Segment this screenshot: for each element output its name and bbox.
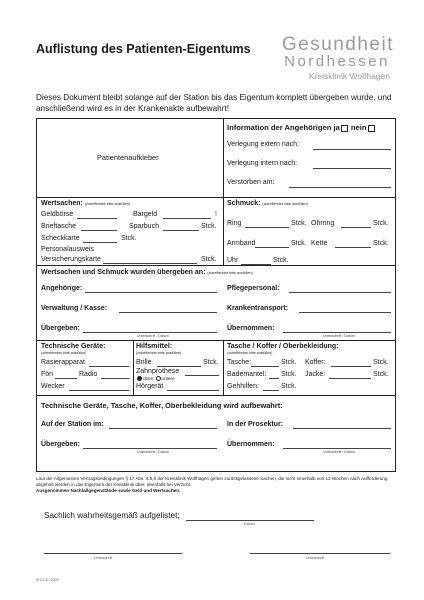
bag-title: Tasche / Koffer / Oberbekleidung: <box>227 343 339 350</box>
insurance-card-field[interactable] <box>103 263 197 264</box>
logo-line-2: Nordhessen <box>284 53 390 70</box>
watch-unit: Stck. <box>273 257 289 264</box>
hairdryer-label: Fön <box>41 371 54 378</box>
jacket-field[interactable] <box>329 378 371 379</box>
footer-legal <box>36 476 392 494</box>
alarm-clock-field[interactable] <box>69 390 129 391</box>
deceased-label: Verstorben am: <box>227 179 275 186</box>
signature-caption: Unterschrift / Datum <box>137 450 169 454</box>
no-checkbox[interactable] <box>368 125 375 132</box>
transfer-internal-field[interactable] <box>313 168 391 169</box>
walking-aids-unit: Stck. <box>281 383 297 390</box>
jacket-unit: Stck. <box>373 371 389 378</box>
bracelet-field[interactable] <box>255 247 289 248</box>
handover2-title: Technische Geräte, Tasche, Koffer, Oberbekleidung wird aufbewahrt: <box>41 401 283 410</box>
patient-transport-label: Krankentransport: <box>227 305 289 312</box>
insurance-card-unit: Stck. <box>201 256 217 263</box>
nursing-staff-label: Pflegepersonal: <box>227 285 280 292</box>
dentures-options: oben untere <box>136 376 175 381</box>
property-form <box>36 118 396 472</box>
lower-radio[interactable] <box>156 376 161 381</box>
aids-hint: (zutreffendes bitte ausfüllen) <box>136 351 182 355</box>
bathrobe-label: Bademantel: <box>227 371 267 378</box>
signature-caption: Unterschrift / Datum <box>323 334 355 338</box>
earring-unit: Stck. <box>373 220 389 227</box>
received-label: Übernommen: <box>227 325 275 332</box>
station-label: Auf der Station im: <box>41 421 104 428</box>
signature-caption: Unterschrift / Datum <box>137 334 169 338</box>
razor-label: Rasierapparat <box>41 359 85 366</box>
transfer-external-field[interactable] <box>313 149 391 150</box>
razor-field[interactable] <box>89 366 129 367</box>
logo-line-1: Gesundheit <box>281 34 394 55</box>
earring-field[interactable] <box>341 227 371 228</box>
valuables-label: Wertsachen: <box>41 200 83 207</box>
administration-label: Verwaltung / Kasse: <box>41 305 108 312</box>
form-code: Kt7/2-6 / 1009 <box>36 578 59 582</box>
chequecard-label: Scheckkarte <box>41 235 80 242</box>
devices-hint: (zutreffendes bitte ausfüllen) <box>41 351 87 355</box>
savings-label: Sparbuch <box>129 223 159 230</box>
aids-title: Hilfsmittel: <box>136 343 173 350</box>
handed-over-signature[interactable] <box>83 332 217 333</box>
received2-label: Übernommen: <box>227 441 275 448</box>
earring-label: Ohrring <box>311 220 335 227</box>
bracelet-unit: Stck. <box>291 240 307 247</box>
signature-caption-left: Unterschrift <box>94 556 113 560</box>
yes-checkbox[interactable] <box>341 125 348 132</box>
dentures-label: Zahnprothese <box>136 368 180 375</box>
ring-field[interactable] <box>245 227 289 228</box>
bathrobe-unit: Stck. <box>281 371 297 378</box>
chequecard-unit: Stck. <box>121 235 137 242</box>
valuables-hint: (zutreffendes bitte ausfüllen) <box>84 202 131 206</box>
bathrobe-field[interactable] <box>269 378 279 379</box>
prosectorium-field[interactable] <box>293 428 391 429</box>
radio-label: Radio <box>79 371 98 378</box>
devices-title: Technische Geräte: <box>41 343 106 350</box>
relatives-recipient-field[interactable] <box>85 292 217 293</box>
cash-excl: ! <box>215 211 217 218</box>
administration-field[interactable] <box>119 312 217 313</box>
page-title: Auflistung des Patienten-Eigentums <box>36 42 251 56</box>
suitcase-unit: Stck. <box>373 359 389 366</box>
chequecard-field[interactable] <box>83 242 117 243</box>
briefcase-label: Brieftasche <box>41 223 77 230</box>
divider <box>133 340 134 395</box>
hearing-aid-field[interactable] <box>167 390 219 391</box>
footer-legal-bold: Ausgenommen Nachlaßgegenstände sowie Geld und Wertsachen. <box>36 488 181 493</box>
divider <box>37 265 395 266</box>
id-card-label: Personalausweis <box>41 246 94 253</box>
patient-transport-field[interactable] <box>299 312 391 313</box>
prosectorium-label: In der Prosektur: <box>227 421 284 428</box>
signature-caption-right: Unterschrift <box>306 556 325 560</box>
jacket-label: Jacke: <box>305 371 326 378</box>
station-field[interactable] <box>109 428 217 429</box>
briefcase-field[interactable] <box>81 230 117 231</box>
sticker-label: Patientenaufkleber <box>97 153 159 162</box>
handover1-title <box>41 269 253 276</box>
transfer-internal-label: Verlegung intern nach: <box>227 160 298 167</box>
glasses-field[interactable] <box>157 366 201 367</box>
divider <box>223 119 224 265</box>
divider <box>37 197 395 198</box>
handover1-label: Wertsachen und Schmuck wurden übergeben an: <box>41 269 206 276</box>
jewelry-hint: (zutreffendes bitte ausfüllen) <box>262 202 308 206</box>
handed-over2-label: Übergeben: <box>41 441 80 448</box>
received-signature[interactable] <box>283 332 391 333</box>
handed-over2-signature[interactable] <box>83 448 217 449</box>
jewelry-label: Schmuck: <box>227 200 261 207</box>
watch-field[interactable] <box>241 264 271 265</box>
necklace-label: Kette <box>311 240 328 247</box>
intro-text: Dieses Dokument bleibt solange auf der Station bis das Eigentum komplett übergeben wurde, und anschließend wird es in der Krankenakte aufbewahrt! <box>36 93 392 113</box>
wallet-field[interactable] <box>77 218 117 219</box>
ring-unit: Stck. <box>291 220 307 227</box>
transfer-external-label: Verlegung extern nach: <box>227 141 299 148</box>
insurance-card-label: Versicherungskarte <box>41 256 101 263</box>
bag-hint: (zutreffendes bitte ausfüllen) <box>227 351 273 355</box>
divider <box>223 340 224 395</box>
relatives-recipient-label: Angehörige: <box>41 285 83 292</box>
savings-unit: Stck. <box>201 223 217 230</box>
valuables-title <box>41 200 130 207</box>
bag-field[interactable] <box>251 366 279 367</box>
glasses-label: Brille <box>136 359 152 366</box>
wallet-label: Geldbörse <box>41 211 74 218</box>
dentures-field[interactable] <box>185 375 219 376</box>
deceased-field[interactable] <box>289 187 391 188</box>
bracelet-label: Armband <box>227 240 256 247</box>
divider <box>37 395 395 396</box>
divider <box>37 340 395 341</box>
cash-label: Bargeld <box>133 211 158 218</box>
suitcase-label: Koffer: <box>305 359 326 366</box>
hairdryer-field[interactable] <box>55 378 77 379</box>
bag-unit: Stck. <box>281 359 297 366</box>
upper-radio[interactable] <box>137 376 142 381</box>
walking-aids-field[interactable] <box>263 390 279 391</box>
date-line[interactable] <box>186 520 314 521</box>
handed-over-label: Übergeben: <box>41 325 80 332</box>
suitcase-field[interactable] <box>331 366 371 367</box>
walking-aids-label: Gehhilfen: <box>227 383 259 390</box>
signature-caption: Unterschrift / Datum <box>323 450 355 454</box>
cash-field[interactable] <box>163 218 211 219</box>
alarm-clock-label: Wecker <box>41 383 65 390</box>
handover1-hint: (zutreffendes bitte ausfüllen) <box>207 271 253 275</box>
relatives-title: Information der Angehörigen ja nein <box>227 123 376 132</box>
received2-signature[interactable] <box>283 448 391 449</box>
necklace-unit: Stck. <box>373 240 389 247</box>
bag-label: Tasche: <box>227 359 252 366</box>
signature-line-left[interactable] <box>44 553 182 554</box>
logo-line-3: Kreisklinik Wolfhagen <box>308 71 390 81</box>
signature-line-right[interactable] <box>250 553 390 554</box>
footer-legal-text: Laut der Allgemeinen Vertragsbedingungen § 17 Abs. 4,5,6 der Kreisklinik Wolfhagen gehen zurückgelassene Sachen, die nicht innerhalb von 12 Wochen nach Aufforderung abgeholt werden in das Eigentum der Kreisklinik über, ebenfalls bei Verzicht. <box>36 476 388 487</box>
hearing-aid-label: Hörgerät <box>136 383 164 390</box>
ring-label: Ring <box>227 220 242 227</box>
glasses-unit: Stck. <box>203 359 219 366</box>
savings-field[interactable] <box>163 230 199 231</box>
date-caption: Datum <box>244 522 255 526</box>
sachlich-label: Sachlich wahrheitsgemäß aufgelistet: <box>44 511 180 520</box>
watch-label: Uhr <box>227 257 239 264</box>
radio-field[interactable] <box>101 378 129 379</box>
necklace-field[interactable] <box>335 247 371 248</box>
jewelry-title <box>227 200 308 207</box>
nursing-staff-field[interactable] <box>289 292 391 293</box>
